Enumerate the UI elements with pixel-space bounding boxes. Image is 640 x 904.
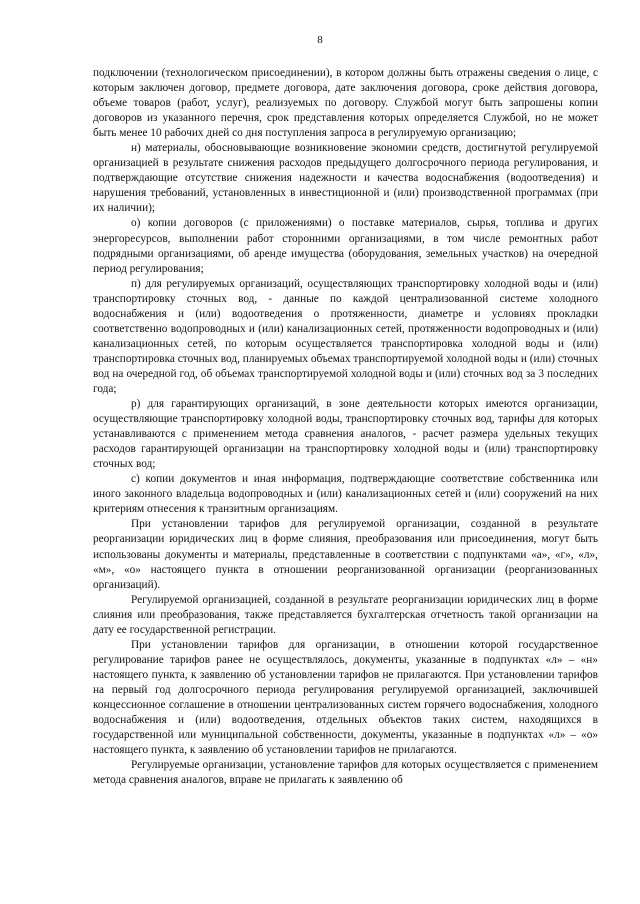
paragraph-new-organization: При установлении тарифов для организации, в отношении которой государственное регулирование тарифов ранее не осуществлялось, документы, указанные в подпунктах «л» – «н» настоящего пункта, к заявлению об установлении тарифов не прилагаются. При установлении тарифов на первый год долгосрочного периода регулирования регулируемой организацией, заключившей концессионное соглашение в отношении централизованных систем горячего водоснабжения, холодного водоснабжения и (или) водоотведения, отдельных объектов таких систем, находящихся в государственной или муниципальной собственности, документы, указанные в подпунктах «л» – «о» настоящего пункта, к заявлению об установлении тарифов не прилагаются.	[93, 638, 598, 757]
document-body	[93, 66, 598, 788]
paragraph-item-s: с) копии документов и иная информация, подтверждающие соответствие собственника или иного законного владельца водопроводных и (или) канализационных сетей и (или) сооружений на них критериям отнесения к транзитным организациям.	[93, 473, 598, 516]
page-number: 8	[317, 34, 323, 46]
paragraph-reorganization: При установлении тарифов для регулируемой организации, созданной в результате реорганизации юридических лиц в форме слияния, преобразования или присоединения, могут быть использованы документы и материалы, представленные в соответствии с подпунктами «а», «г», «л», «м», «о» настоящего пункта в отношении реорганизованной организации (реорганизованных организаций).	[93, 518, 598, 591]
paragraph-analog-method: Регулируемые организации, установление тарифов для которых осуществляется с применением метода сравнения аналогов, вправе не прилагать к заявлению об	[93, 759, 598, 787]
paragraph-reporting: Регулируемой организацией, созданной в результате реорганизации юридических лиц в форме слияния или преобразования, также представляется бухгалтерская отчетность такой организации на дату ее государственной регистрации.	[93, 593, 598, 636]
paragraph-item-p: п) для регулируемых организаций, осуществляющих транспортировку холодной воды и (или) транспортировку сточных вод, - данные по каждой централизованной системе холодного водоснабжения и (или) водоотведения о протяженности, диаметре и условиях прокладки соответственно водопроводных и (или) канализационных сетей, протяженности водопроводных и (или) канализационных сетей, по которым осуществляется транспортировка холодной воды и (или) транспортировка сточных вод, планируемых объемах транспортируемой холодной воды и (или) сточных вод на очередной год, об объемах транспортируемой холодной воды и (или) сточных вод за 3 последних года;	[93, 277, 598, 395]
paragraph-item-r: р) для гарантирующих организаций, в зоне деятельности которых имеются организации, осуществляющие транспортировку холодной воды, транспортировку сточных вод, тарифы для которых устанавливаются с применением метода сравнения аналогов, - расчет размера удельных текущих расходов гарантирующей организации на транспортировку холодной воды и (или) транспортировку сточных вод;	[93, 398, 598, 471]
paragraph-item-o: о) копии договоров (с приложениями) о поставке материалов, сырья, топлива и других энергоресурсов, выполнении работ сторонними организациями, в том числе ремонтных работ подрядными организациями, об аренде имущества (оборудования, земельных участков) на очередной период регулирования;	[93, 217, 598, 275]
paragraph-item-n: н) материалы, обосновывающие возникновение экономии средств, достигнутой регулируемой организацией в результате снижения расходов предыдущего долгосрочного периода регулирования, и подтверждающие отсутствие снижения надежности и качества водоснабжения (водоотведения) и нарушения требований, установленных в инвестиционной и (или) производственной программах (при их наличии);	[93, 142, 598, 215]
paragraph-continuation: подключении (технологическом присоединении), в котором должны быть отражены сведения о лице, с которым заключен договор, предмете договора, дате заключения договора, сроке действия договора, объеме товаров (работ, услуг), реализуемых по договору. Службой могут быть запрошены копии договоров из указанного перечня, срок представления которых определяется Службой, но не может быть менее 10 рабочих дней со дня поступления запроса в регулируемую организацию;	[93, 67, 598, 140]
